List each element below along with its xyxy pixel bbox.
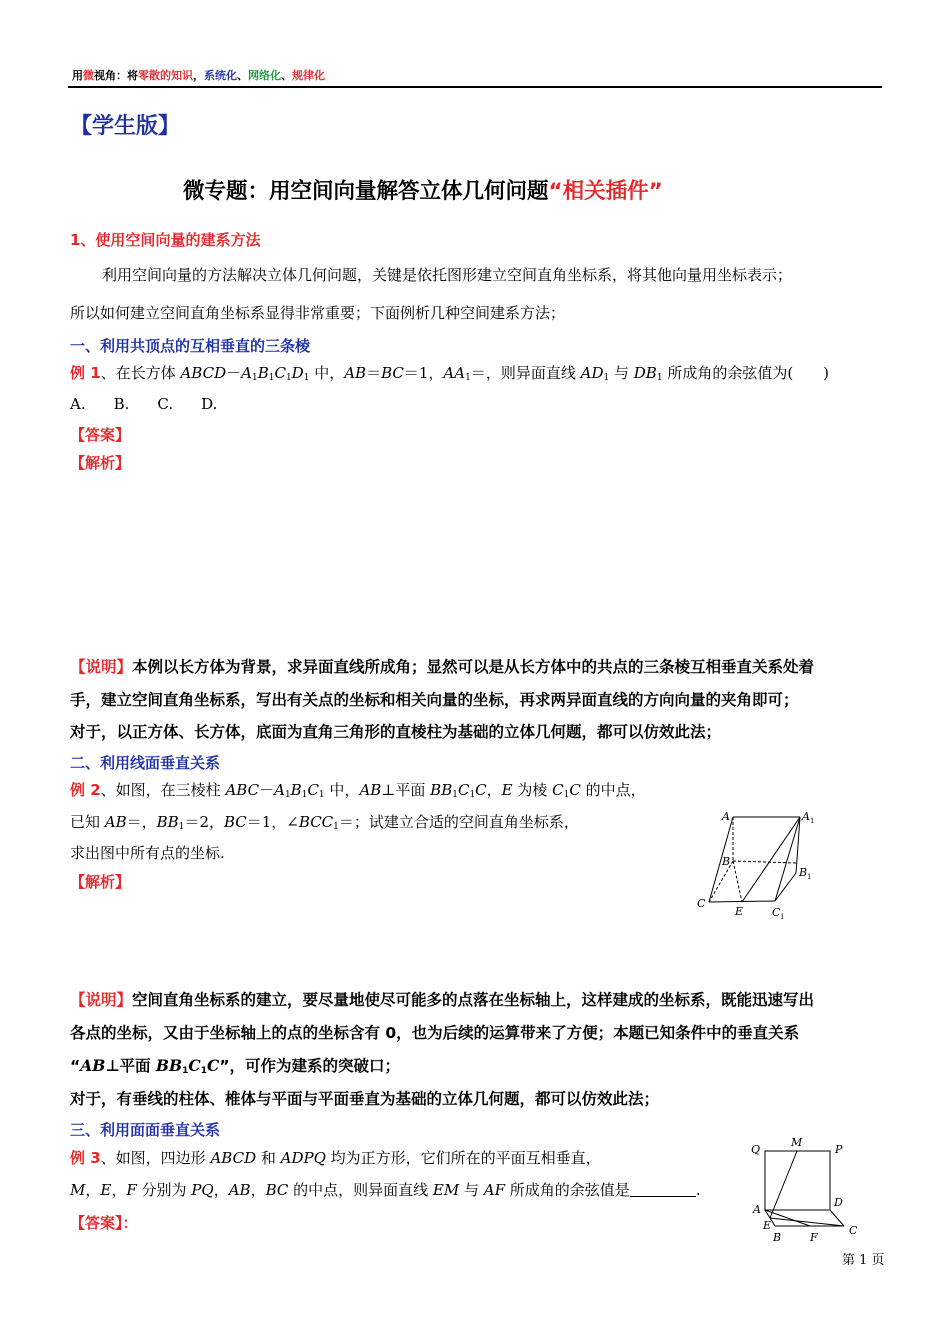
var: C bbox=[274, 364, 286, 382]
sub: 1 bbox=[333, 822, 339, 832]
note-label: 【说明】 bbox=[70, 991, 133, 1009]
text: 所成角的余弦值是 bbox=[505, 1181, 630, 1199]
note-line bbox=[70, 655, 814, 677]
var: ABCD bbox=[180, 364, 227, 382]
sub: 1 bbox=[465, 373, 471, 383]
paragraph: 利用空间向量的方法解决立体几何问题，关键是依托图形建立空间直角坐标系，将其他向量用坐标表示； bbox=[102, 266, 793, 284]
note-text: ⊥平面 bbox=[105, 1057, 156, 1075]
label-b1: B bbox=[799, 866, 808, 879]
var: AB bbox=[344, 364, 367, 382]
var: EM bbox=[432, 1181, 460, 1199]
example-2-line-1 bbox=[70, 780, 646, 805]
edge-a1-c1 bbox=[775, 817, 800, 901]
subsection-heading: 一、利用共顶点的互相垂直的三条棱 bbox=[70, 337, 311, 355]
sub: 1 bbox=[301, 790, 308, 800]
header-text: 系统化 bbox=[204, 69, 237, 82]
var: BB bbox=[156, 813, 179, 831]
text: 已知 bbox=[70, 813, 105, 831]
label-p: P bbox=[835, 1143, 843, 1156]
var: B bbox=[257, 364, 269, 382]
answer-label: 【答案】： bbox=[70, 1214, 138, 1232]
text: 的中点，则异面直线 bbox=[288, 1181, 433, 1199]
header-text: 用 bbox=[72, 69, 83, 82]
answer-label: 【答案】 bbox=[70, 426, 131, 444]
var: AB bbox=[228, 1181, 251, 1199]
label-q: Q bbox=[751, 1143, 761, 1156]
label-a1: A bbox=[802, 810, 810, 823]
text: 为棱 bbox=[512, 781, 553, 799]
edge-e-m bbox=[770, 1151, 797, 1218]
header-text: 零散的知识 bbox=[138, 69, 193, 82]
label-c: C bbox=[697, 897, 706, 910]
note-text: 本例以长方体为背景，求异面直线所成角；显然可以是从长方体中的共点的三条棱互相垂直关系处着 bbox=[132, 658, 815, 676]
text: ＝，则异面直线 bbox=[470, 364, 581, 382]
label-c: C bbox=[849, 1224, 858, 1237]
var: PQ bbox=[191, 1181, 214, 1199]
analysis-label: 【解析】 bbox=[70, 873, 131, 891]
var: AB bbox=[359, 781, 382, 799]
text: 的中点， bbox=[580, 781, 646, 799]
var: BCC bbox=[298, 813, 334, 831]
subsection-heading: 三、利用面面垂直关系 bbox=[70, 1121, 221, 1139]
text: ， bbox=[111, 1181, 127, 1199]
running-header bbox=[72, 67, 325, 83]
sub: 1 bbox=[563, 790, 570, 800]
note-line bbox=[70, 1054, 400, 1076]
sub: 1 bbox=[603, 373, 610, 383]
option-d: D. bbox=[201, 395, 218, 413]
text: 分别为 bbox=[136, 1181, 192, 1199]
example-2-line-2 bbox=[70, 812, 579, 837]
sub: 1 bbox=[656, 373, 663, 383]
label-e: E bbox=[763, 1219, 772, 1232]
text: ， bbox=[486, 781, 502, 799]
version-tag: 【学生版】 bbox=[70, 114, 181, 139]
text: ， bbox=[213, 1181, 229, 1199]
sub: 1 bbox=[251, 373, 258, 383]
text: 与 bbox=[609, 364, 634, 382]
var: C bbox=[307, 781, 319, 799]
text: － bbox=[226, 364, 242, 382]
header-text: 微 bbox=[83, 69, 94, 82]
header-text: 网络化 bbox=[248, 69, 281, 82]
var: ABCD bbox=[210, 1149, 257, 1167]
text: ⊥平面 bbox=[381, 781, 431, 799]
var: A bbox=[241, 364, 252, 382]
text: ＝2， bbox=[184, 813, 224, 831]
option-a: A. bbox=[70, 395, 86, 413]
text: ， bbox=[250, 1181, 266, 1199]
analysis-label: 【解析】 bbox=[70, 454, 131, 472]
example-1-question bbox=[70, 363, 829, 388]
options-row bbox=[70, 394, 217, 414]
edge-b-e bbox=[733, 861, 742, 902]
label-a: A bbox=[722, 810, 730, 823]
var: BC bbox=[223, 813, 247, 831]
example-3-line-2 bbox=[70, 1180, 701, 1200]
text: 所成角的余弦值为( ) bbox=[662, 364, 830, 382]
sub: 1 bbox=[318, 790, 325, 800]
label-b: B bbox=[722, 855, 731, 868]
edge-c1-b1 bbox=[775, 873, 796, 901]
sub: 1 bbox=[182, 1066, 189, 1076]
var: C bbox=[188, 1056, 201, 1075]
var: AB bbox=[80, 1056, 106, 1075]
header-rule bbox=[68, 86, 882, 88]
text: 与 bbox=[459, 1181, 484, 1199]
label-m: M bbox=[791, 1136, 803, 1149]
label-c1-sub: 1 bbox=[780, 913, 785, 921]
prism-figure bbox=[690, 803, 830, 921]
note-text: “ bbox=[70, 1057, 81, 1075]
note-line bbox=[70, 988, 814, 1010]
square-adpq bbox=[765, 1151, 830, 1210]
header-text: 规律化 bbox=[292, 69, 325, 82]
label-b1-sub: 1 bbox=[807, 873, 812, 881]
text: . bbox=[695, 1181, 701, 1199]
example-label: 例 1 bbox=[70, 364, 101, 382]
text: ＝；试建立合适的空间直角坐标系， bbox=[338, 813, 579, 831]
var: C bbox=[206, 1056, 220, 1075]
title-quote: “相关插件” bbox=[548, 179, 663, 204]
edge-d-c bbox=[830, 1210, 844, 1226]
note-line: 各点的坐标，又由于坐标轴上的点的坐标含有 0，也为后续的运算带来了方便；本题已知条件中的垂直关系 bbox=[70, 1024, 800, 1042]
var: AA bbox=[443, 364, 466, 382]
text: 和 bbox=[256, 1149, 281, 1167]
note-label: 【说明】 bbox=[70, 658, 133, 676]
sub: 1 bbox=[285, 373, 292, 383]
section-heading: 1、使用空间向量的建系方法 bbox=[70, 231, 261, 249]
var: BC bbox=[381, 364, 404, 382]
text: 、在长方体 bbox=[100, 364, 181, 382]
var: BB bbox=[430, 781, 453, 799]
text: 中， bbox=[324, 781, 360, 799]
text: 、如图，在三棱柱 bbox=[100, 781, 226, 799]
note-line: 手，建立空间直角坐标系，写出有关点的坐标和相关向量的坐标，再求两异面直线的方向向量的夹角即可； bbox=[70, 691, 799, 709]
paragraph: 所以如何建立空间直角坐标系显得非常重要；下面例析几种空间建系方法； bbox=[70, 304, 566, 322]
sub: 1 bbox=[284, 790, 291, 800]
sub: 1 bbox=[268, 373, 275, 383]
var: AB bbox=[104, 813, 127, 831]
label-b: B bbox=[773, 1231, 782, 1244]
var: M bbox=[70, 1181, 86, 1199]
label-f: F bbox=[810, 1231, 818, 1244]
header-text: 视角：将 bbox=[94, 69, 138, 82]
var: DB bbox=[633, 364, 657, 382]
example-label: 例 3 bbox=[70, 1149, 101, 1167]
var: BB bbox=[155, 1056, 183, 1075]
var: E bbox=[100, 1181, 112, 1199]
text: 均为正方形，它们所在的平面互相垂直， bbox=[325, 1149, 601, 1167]
label-d: D bbox=[834, 1196, 843, 1209]
page-number: 第 1 页 bbox=[842, 1253, 885, 1268]
text: ＝1， bbox=[403, 364, 444, 382]
text: ＝， bbox=[126, 813, 157, 831]
label-a: A bbox=[753, 1203, 761, 1216]
sub: 1 bbox=[178, 822, 185, 832]
example-label: 例 2 bbox=[70, 781, 101, 799]
answer-blank[interactable] bbox=[630, 1183, 696, 1197]
var: C bbox=[569, 781, 581, 799]
subsection-heading: 二、利用线面垂直关系 bbox=[70, 754, 221, 772]
note-line: 对于，有垂线的柱体、椎体与平面与平面垂直为基础的立体几何题，都可以仿效此法； bbox=[70, 1090, 660, 1108]
squares-figure bbox=[745, 1133, 865, 1248]
text: 中， bbox=[309, 364, 345, 382]
var: F bbox=[126, 1181, 137, 1199]
note-text: ”，可作为建系的突破口； bbox=[219, 1057, 401, 1075]
label-e: E bbox=[735, 905, 744, 918]
var: B bbox=[290, 781, 302, 799]
var: ABC bbox=[225, 781, 260, 799]
sub: 1 bbox=[452, 790, 458, 800]
sub: 1 bbox=[469, 790, 476, 800]
text: － bbox=[259, 781, 275, 799]
note-line: 对于，以正方体、长方体，底面为直角三角形的直棱柱为基础的立体几何题，都可以仿效此法； bbox=[70, 723, 722, 741]
var: D bbox=[291, 364, 304, 382]
title-main: 微专题：用空间向量解答立体几何问题 bbox=[183, 179, 549, 204]
sub: 1 bbox=[303, 373, 310, 383]
var: C bbox=[457, 781, 470, 799]
header-text: ， bbox=[193, 69, 204, 82]
var: BC bbox=[265, 1181, 289, 1199]
label-a1-sub: 1 bbox=[810, 817, 815, 825]
text: ＝ bbox=[366, 364, 382, 382]
option-b: B. bbox=[113, 395, 130, 413]
edge-a1-e bbox=[742, 817, 800, 902]
text: 、如图，四边形 bbox=[100, 1149, 211, 1167]
sub: 1 bbox=[200, 1066, 207, 1076]
var: E bbox=[501, 781, 513, 799]
example-3-line-1 bbox=[70, 1148, 601, 1168]
option-c: C. bbox=[157, 395, 174, 413]
text: ＝1，∠ bbox=[246, 813, 299, 831]
note-text: 空间直角坐标系的建立，要尽量地使尽可能多的点落在坐标轴上，这样建成的坐标系，既能迅速写出 bbox=[132, 991, 815, 1009]
label-c1: C bbox=[772, 906, 781, 919]
page-title bbox=[183, 174, 663, 205]
header-text: 、 bbox=[237, 69, 248, 82]
text: ， bbox=[85, 1181, 101, 1199]
var: C bbox=[552, 781, 564, 799]
var: C bbox=[475, 781, 487, 799]
header-text: 、 bbox=[281, 69, 292, 82]
example-2-line-3: 求出图中所有点的坐标. bbox=[70, 844, 225, 862]
var: AF bbox=[483, 1181, 506, 1199]
var: A bbox=[274, 781, 285, 799]
var: ADPQ bbox=[280, 1149, 326, 1167]
var: AD bbox=[580, 364, 604, 382]
